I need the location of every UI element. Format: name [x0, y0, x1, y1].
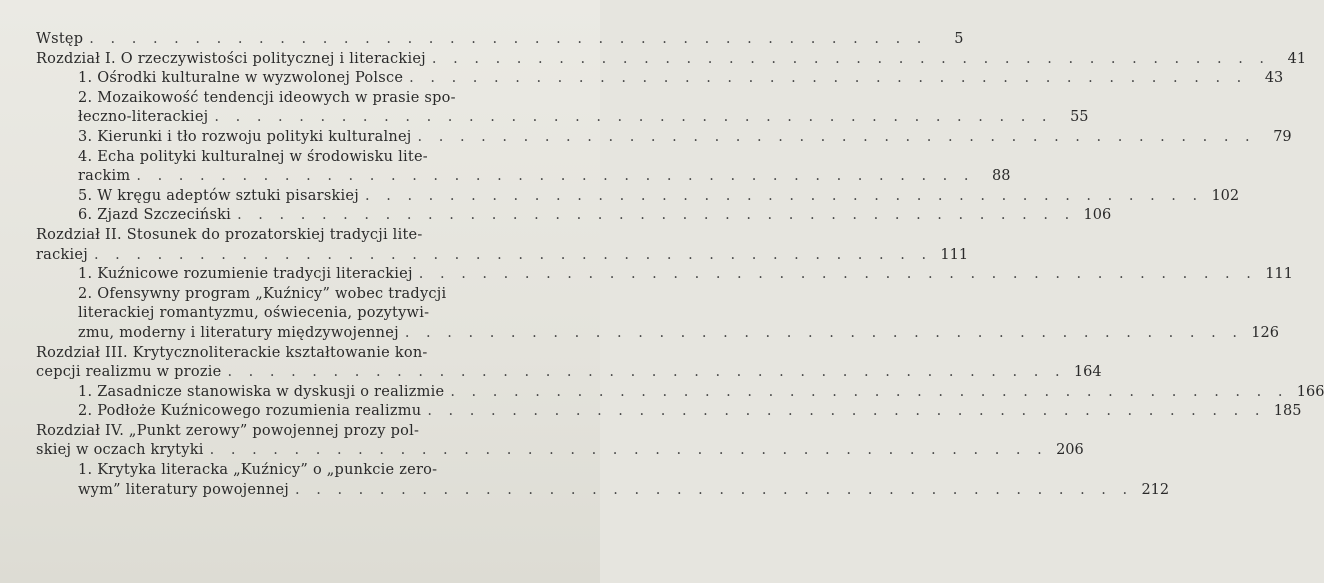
toc-entry-row — [78, 402, 1302, 422]
toc-entry-text: łeczno-literackiej — [78, 109, 209, 126]
toc-chapter-entry — [36, 30, 964, 50]
toc-entry-text: 1. Kuźnicowe rozumienie tradycji literackiej — [78, 266, 413, 283]
toc-page-number: 185 — [1273, 403, 1302, 420]
toc-page-number: 111 — [940, 246, 969, 263]
toc-page-number: 79 — [1273, 128, 1292, 145]
dot-leader: . . . . . . . . . . . . . . . . . . . . . . . . . . . . . . . . . . . . . . . . — [89, 31, 928, 47]
toc-section-entry — [36, 89, 1089, 128]
toc-section-entry — [36, 285, 1279, 344]
toc-entry-text: 1. Ośrodki kulturalne w wyzwolonej Polsce — [78, 70, 404, 87]
toc-chapter-entry — [36, 344, 1102, 383]
toc-entry-text: skiej w oczach krytyki — [36, 442, 204, 459]
dot-leader: . . . . . . . . . . . . . . . . . . . . . . . . . . . . . . . . . . . . . . . . — [295, 481, 1134, 498]
toc-page-number: 111 — [1265, 266, 1293, 283]
toc-page-number: 206 — [1056, 442, 1084, 459]
toc-entry-text: Rozdział III. Krytycznoliterackie kształtowanie kon- — [36, 344, 428, 361]
toc-entry-row — [36, 30, 964, 50]
toc-page-number: 164 — [1073, 364, 1102, 381]
toc-section-entry — [36, 265, 1293, 285]
toc-entry-text: 6. Zjazd Szczeciński — [78, 207, 232, 224]
toc-entry-row — [78, 167, 1011, 187]
dot-leader: . . . . . . . . . . . . . . . . . . . . . . . . . . . . . . . . . . . . . . . . — [365, 187, 1204, 204]
toc-entry-row — [78, 128, 1292, 148]
toc-entry-text: 1. Krytyka literacka „Kuźnicy” o „punkcie zero- — [78, 462, 438, 479]
toc-page-number: 102 — [1211, 187, 1240, 204]
toc-entry-text: 2. Mozaikowość tendencji ideowych w prasie spo- — [78, 89, 456, 106]
toc-page-number: 166 — [1296, 383, 1324, 400]
toc-entry-text: 2. Ofensywny program „Kuźnicy” wobec tradycji — [78, 285, 447, 302]
toc-entry-text: cepcji realizmu w prozie — [36, 364, 222, 381]
toc-entry-row — [36, 50, 1307, 70]
toc-page-number: 126 — [1251, 324, 1279, 341]
dot-leader: . . . . . . . . . . . . . . . . . . . . . . . . . . . . . . . . . . . . . . . . — [450, 383, 1289, 400]
toc-entry-text: 1. Zasadnicze stanowiska w dyskusji o realizmie — [78, 383, 445, 400]
toc-chapter-entry — [36, 226, 969, 265]
toc-entry-text: 5. W kręgu adeptów sztuki pisarskiej — [78, 187, 360, 204]
dot-leader: . . . . . . . . . . . . . . . . . . . . . . . . . . . . . . . . . . . . . . . . — [209, 442, 1048, 459]
dot-leader: . . . . . . . . . . . . . . . . . . . . . . . . . . . . . . . . . . . . . . . . — [417, 128, 1256, 145]
toc-entry-text: Rozdział II. Stosunek do prozatorskiej tradycji lite- — [36, 226, 423, 243]
toc-entry-row — [78, 69, 1284, 89]
toc-entry-row — [78, 481, 1170, 501]
dot-leader: . . . . . . . . . . . . . . . . . . . . . . . . . . . . . . . . . . . . . . . . — [427, 403, 1266, 420]
toc-page-number: 55 — [1070, 109, 1089, 126]
dot-leader: . . . . . . . . . . . . . . . . . . . . . . . . . . . . . . . . . . . . . . . . — [93, 246, 933, 263]
toc-entry-text: wym” literatury powojennej — [78, 481, 290, 498]
toc-entry-text: literackiej romantyzmu, oświecenia, pozytywi- — [78, 305, 430, 322]
toc-section-entry — [36, 148, 1011, 187]
toc-entry-row — [78, 324, 1279, 344]
toc-entry-row — [78, 108, 1089, 128]
toc-entry-text: 4. Echa polityki kulturalnej w środowisku lite- — [78, 148, 428, 165]
toc-entry-row — [78, 206, 1112, 226]
toc-entry-text: rackim — [78, 168, 131, 185]
dot-leader: . . . . . . . . . . . . . . . . . . . . . . . . . . . . . . . . . . . . . . . . — [409, 70, 1248, 87]
toc-entry-text: zmu, moderny i literatury międzywojennej — [78, 324, 399, 341]
toc-entry-text: Rozdział I. O rzeczywistości politycznej i literackiej — [36, 50, 426, 67]
toc-entry-text: 3. Kierunki i tło rozwoju polityki kulturalnej — [78, 128, 412, 145]
toc-section-entry — [36, 383, 1324, 403]
toc-entry-row — [36, 246, 969, 266]
toc-section-entry — [36, 128, 1292, 148]
dot-leader: . . . . . . . . . . . . . . . . . . . . . . . . . . . . . . . . . . . . . . . . — [136, 168, 975, 185]
toc-page-number: 5 — [954, 31, 964, 47]
toc-entry-row — [36, 363, 1102, 383]
toc-section-entry — [36, 402, 1302, 422]
dot-leader: . . . . . . . . . . . . . . . . . . . . . . . . . . . . . . . . . . . . . . . . — [431, 50, 1271, 67]
toc-section-entry — [36, 206, 1112, 226]
toc-entry-row — [78, 265, 1293, 285]
dot-leader: . . . . . . . . . . . . . . . . . . . . . . . . . . . . . . . . . . . . . . . . — [227, 364, 1066, 381]
toc-entry-text: Rozdział IV. „Punkt zerowy” powojennej prozy pol- — [36, 422, 420, 439]
toc-page-number: 43 — [1264, 70, 1284, 87]
dot-leader: . . . . . . . . . . . . . . . . . . . . . . . . . . . . . . . . . . . . . . . . — [404, 324, 1243, 341]
toc-entry-text: rackiej — [36, 246, 88, 263]
toc-entry-text: Wstęp — [36, 31, 84, 47]
toc-chapter-entry — [36, 50, 1307, 70]
dot-leader: . . . . . . . . . . . . . . . . . . . . . . . . . . . . . . . . . . . . . . . . — [214, 109, 1053, 126]
toc-entry-row — [78, 187, 1240, 207]
toc-page-number: 41 — [1287, 50, 1307, 67]
toc-section-entry — [36, 69, 1284, 89]
dot-leader: . . . . . . . . . . . . . . . . . . . . . . . . . . . . . . . . . . . . . . . . — [418, 266, 1257, 283]
toc-chapter-entry — [36, 422, 1084, 461]
toc-section-entry — [36, 187, 1240, 207]
toc-page-number: 88 — [992, 168, 1011, 185]
toc-page-number: 212 — [1141, 481, 1170, 498]
toc-entry-row — [78, 383, 1324, 403]
toc-section-entry — [36, 461, 1170, 500]
dot-leader: . . . . . . . . . . . . . . . . . . . . . . . . . . . . . . . . . . . . . . . . — [237, 207, 1076, 224]
toc-entry-row — [36, 441, 1084, 461]
toc-entry-text: 2. Podłoże Kuźnicowego rozumienia realizmu — [78, 403, 422, 420]
toc-page-number: 106 — [1083, 207, 1112, 224]
table-of-contents — [36, 30, 1324, 500]
